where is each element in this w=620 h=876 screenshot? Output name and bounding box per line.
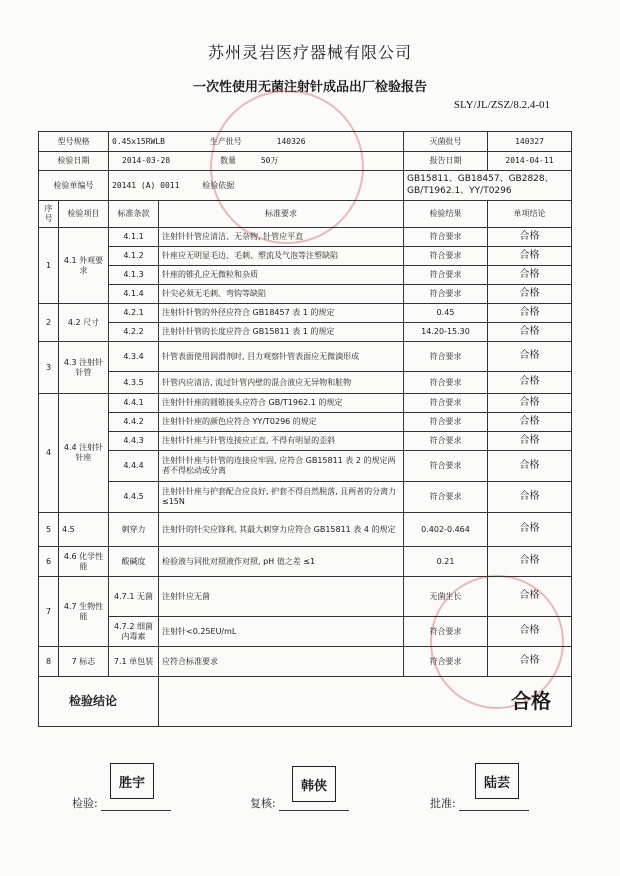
reviewer-label: 复核: (250, 797, 276, 810)
group-item: 4.5 (59, 513, 109, 547)
requirement: 注射针针座与针管的连接应牢固, 应符合 GB15811 表 2 的规定两者不得松动或分离 (159, 451, 404, 482)
result: 0.402-0.464 (404, 513, 488, 547)
clause: 4.3.4 (109, 342, 159, 372)
verdict: 合格 (488, 285, 572, 304)
report-date-label: 报告日期 (404, 152, 488, 171)
table-row (39, 451, 572, 482)
verdict: 合格 (488, 413, 572, 432)
result: 符合要求 (404, 247, 488, 266)
requirement: 针座应无明显毛边、毛刺、塑流及气泡等注塑缺陷 (159, 247, 404, 266)
result: 符合要求 (404, 647, 488, 677)
result: 符合要求 (404, 394, 488, 413)
group-no: 7 (39, 577, 59, 647)
clause: 4.1.4 (109, 285, 159, 304)
group-no: 2 (39, 304, 59, 342)
group-no: 1 (39, 228, 59, 304)
requirement: 注射针应无菌 (159, 577, 404, 617)
verdict: 合格 (488, 394, 572, 413)
result: 符合要求 (404, 228, 488, 247)
verdict: 合格 (488, 304, 572, 323)
clause: 4.1.2 (109, 247, 159, 266)
lot-value: 140326 (276, 136, 306, 146)
order-number-label: 检验单编号 (39, 171, 109, 201)
table-row (39, 617, 572, 647)
basis-value: GB15811、GB18457、GB2828、GB/T1962.1、YY/T0296 (404, 171, 572, 201)
verdict: 合格 (488, 547, 572, 577)
requirement: 注射针针座的圆锥接头应符合 GB/T1962.1 的规定 (159, 394, 404, 413)
verdict: 合格 (488, 342, 572, 372)
table-row (39, 513, 572, 547)
clause: 4.2.1 (109, 304, 159, 323)
requirement: 注射针针管应清洁、无杂物, 针管应平直 (159, 228, 404, 247)
group-item: 4.7 生物性能 (59, 577, 109, 647)
inspection-date-label: 检验日期 (39, 152, 109, 171)
conclusion-label: 检验结论 (39, 677, 159, 727)
requirement: 注射针针座的颜色应符合 YY/T0296 的规定 (159, 413, 404, 432)
clause: 4.4.5 (109, 482, 159, 513)
verdict: 合格 (488, 617, 572, 647)
quantity-label: 数量 (220, 156, 236, 165)
requirement: 针尖必须无毛刺、弯钩等缺陷 (159, 285, 404, 304)
table-row (39, 432, 572, 451)
model-value (109, 132, 404, 152)
clause: 酸碱度 (109, 547, 159, 577)
signature-line (101, 798, 171, 811)
group-item: 4.3 注射针针管 (59, 342, 109, 394)
result: 0.21 (404, 547, 488, 577)
group-no: 5 (39, 513, 59, 547)
group-item: 7 标志 (59, 647, 109, 677)
col-no: 序号 (39, 201, 59, 228)
verdict: 合格 (488, 247, 572, 266)
table-row (39, 413, 572, 432)
table-row (39, 342, 572, 372)
clause: 4.7.2 细菌内毒素 (109, 617, 159, 647)
inspector-signature (72, 795, 171, 811)
requirement: 针座的锥孔应无微粒和杂质 (159, 266, 404, 285)
group-item: 4.6 化学性能 (59, 547, 109, 577)
clause: 刺穿力 (109, 513, 159, 547)
requirement: 针管表面使用润滑剂时, 目力观察针管表面应无微滴形成 (159, 342, 404, 372)
group-no: 6 (39, 547, 59, 577)
group-no: 3 (39, 342, 59, 394)
col-requirement: 标准要求 (159, 201, 404, 228)
requirement: 检验液与同批对照液作对照, pH 值之差 ≤1 (159, 547, 404, 577)
signature-line (459, 798, 529, 811)
requirement: 注射针针管的外径应符合 GB18457 表 1 的规定 (159, 304, 404, 323)
result: 符合要求 (404, 451, 488, 482)
verdict: 合格 (488, 482, 572, 513)
reviewer-signature (250, 795, 349, 811)
clause: 4.7.1 无菌 (109, 577, 159, 617)
clause: 4.1.3 (109, 266, 159, 285)
inspector-seal: 胜宇 (110, 763, 154, 799)
clause: 4.1.1 (109, 228, 159, 247)
table-row (39, 482, 572, 513)
signature-line (279, 798, 349, 811)
inspector-label: 检验: (72, 797, 98, 810)
result: 14.20-15.30 (404, 323, 488, 342)
approver-label: 批准: (430, 797, 456, 810)
col-verdict: 单项结论 (488, 201, 572, 228)
verdict: 合格 (488, 372, 572, 394)
report-date-value: 2014-04-11 (488, 152, 572, 171)
result: 符合要求 (404, 617, 488, 647)
group-no: 8 (39, 647, 59, 677)
result: 0.45 (404, 304, 488, 323)
inspection-table (38, 131, 572, 727)
order-number-value: 20141 (A) 0011 (112, 180, 180, 190)
model-value-text: 0.45x15RWLB (112, 136, 165, 146)
clause: 4.4.2 (109, 413, 159, 432)
requirement: 针管内应清洁, 流过针管内壁的混合液应无异物和脏物 (159, 372, 404, 394)
conclusion-row (39, 677, 572, 727)
inspection-date-value: 2014-03-28 (122, 156, 171, 165)
result: 符合要求 (404, 285, 488, 304)
quantity-value: 50万 (260, 156, 279, 165)
result: 符合要求 (404, 372, 488, 394)
table-row (39, 304, 572, 323)
verdict: 合格 (488, 513, 572, 547)
verdict: 合格 (488, 323, 572, 342)
group-item: 4.1 外观要求 (59, 228, 109, 304)
clause: 4.3.5 (109, 372, 159, 394)
clause: 4.4.4 (109, 451, 159, 482)
table-row (39, 285, 572, 304)
verdict: 合格 (488, 577, 572, 617)
inspection-date-cell (109, 152, 404, 171)
table-row (39, 394, 572, 413)
table-row (39, 577, 572, 617)
basis-label: 检验依据 (202, 180, 235, 190)
approver-seal: 陆芸 (475, 763, 519, 799)
result: 符合要求 (404, 482, 488, 513)
company-name: 苏州灵岩医疗器械有限公司 (207, 43, 412, 62)
reviewer-seal: 韩侠 (292, 766, 336, 802)
result: 符合要求 (404, 432, 488, 451)
result: 无菌生长 (404, 577, 488, 617)
col-clause: 标准条款 (109, 201, 159, 228)
group-item: 4.4 注射针针座 (59, 394, 109, 513)
clause: 4.4.1 (109, 394, 159, 413)
table-row (39, 547, 572, 577)
requirement: 注射针针管的长度应符合 GB15811 表 1 的规定 (159, 323, 404, 342)
group-item: 4.2 尺寸 (59, 304, 109, 342)
result: 符合要求 (404, 266, 488, 285)
requirement: 注射针<0.25EU/mL (159, 617, 404, 647)
col-item: 检验项目 (59, 201, 109, 228)
table-row (39, 323, 572, 342)
group-no: 4 (39, 394, 59, 513)
lot-label: 生产批号 (209, 136, 242, 146)
table-row (39, 247, 572, 266)
verdict: 合格 (488, 432, 572, 451)
result: 符合要求 (404, 342, 488, 372)
verdict: 合格 (488, 451, 572, 482)
table-row (39, 372, 572, 394)
clause: 4.2.2 (109, 323, 159, 342)
requirement: 注射针针座与护套配合应良好, 护套不得自然脱落, 且两者的分离力≤15N (159, 482, 404, 513)
requirement: 注射针的针尖应锋利, 其最大刺穿力应符合 GB15811 表 4 的规定 (159, 513, 404, 547)
order-basis-cell (109, 171, 404, 201)
report-title: 一次性使用无菌注射针成品出厂检验报告 (192, 80, 427, 95)
verdict: 合格 (488, 228, 572, 247)
approver-signature (430, 795, 529, 811)
table-row (39, 228, 572, 247)
requirement: 注射针针座与针管连接应正直, 不得有明显的歪斜 (159, 432, 404, 451)
model-label: 型号规格 (39, 132, 109, 152)
clause: 4.4.3 (109, 432, 159, 451)
requirement: 应符合标准要求 (159, 647, 404, 677)
sterilization-lot-label: 灭菌批号 (404, 132, 488, 152)
clause: 7.1 单包装 (109, 647, 159, 677)
conclusion-value: 合格 (159, 677, 572, 727)
verdict: 合格 (488, 647, 572, 677)
verdict: 合格 (488, 266, 572, 285)
table-row (39, 266, 572, 285)
document-number: SLY/JL/ZSZ/8.2.4-01 (453, 99, 550, 111)
table-row (39, 647, 572, 677)
result: 符合要求 (404, 413, 488, 432)
sterilization-lot-value: 140327 (488, 132, 572, 152)
col-result: 检验结果 (404, 201, 488, 228)
